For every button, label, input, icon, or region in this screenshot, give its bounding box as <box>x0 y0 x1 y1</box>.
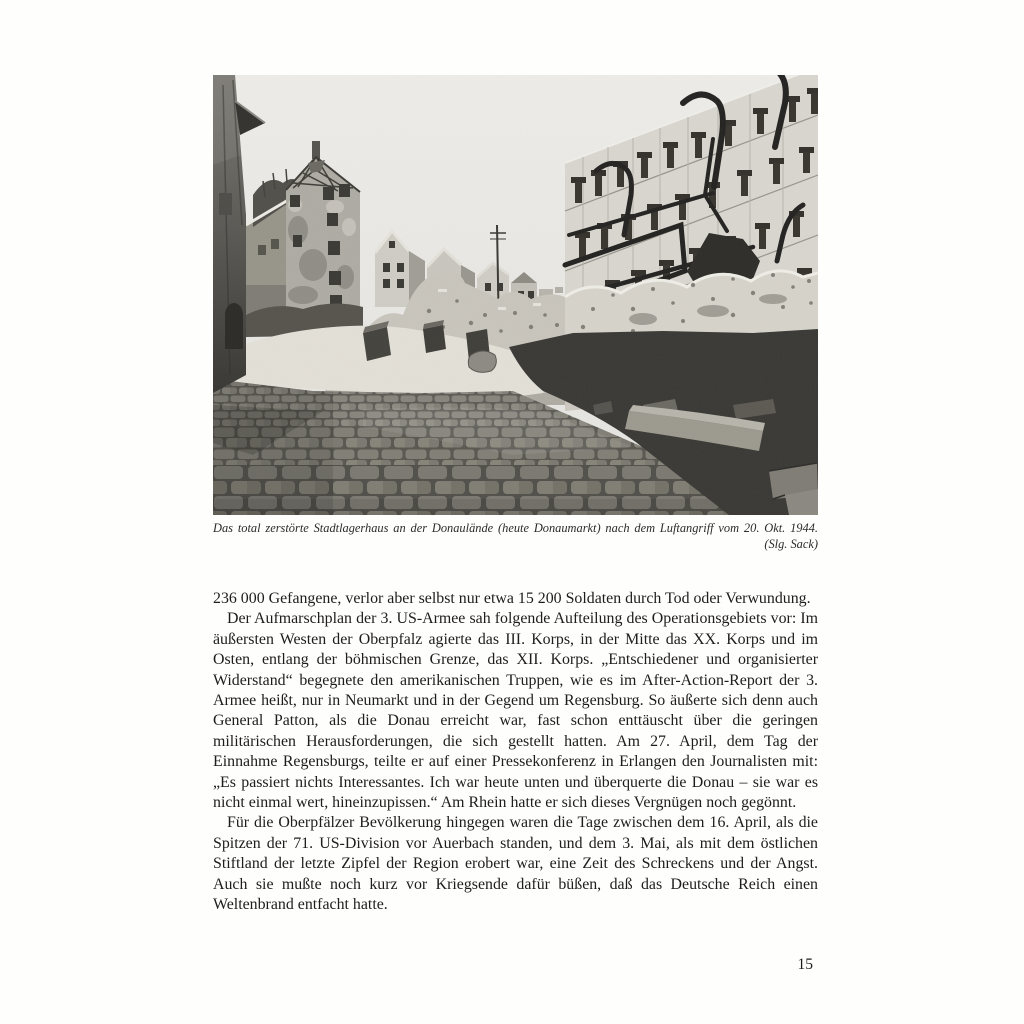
page-number: 15 <box>797 956 813 973</box>
photo-destroyed-stadtlagerhaus <box>213 75 818 515</box>
photo-caption-text: Das total zerstörte Stadtlagerhaus an der Donaulände (heute Donaumarkt) nach dem Luftangriff vom 20. Okt. 1944. <box>213 521 818 535</box>
body-paragraph: Der Aufmarschplan der 3. US-Armee sah folgende Aufteilung des Operationsgebiets vor: Im äußersten Westen der Oberpfalz agierte das III. Korps, in der Mitte das XX. Korps und im Osten, entlang der böhmischen Grenze, das XII. Korps. „Entschiedener und organisierter Widerstand“ begegnete den amerikanischen Truppen, wie es im After-Action-Report der 3. Armee heißt, nur in Neumarkt und in der Gegend um Regensburg. So äußerte sich denn auch General Patton, als die Donau erreicht war, fast schon enttäuscht über die geringen militärischen Herausforderungen, die sich gestellt hatten. Am 27. April, dem Tag der Einnahme Regensburgs, teilte er auf einer Pressekonferenz in Erlangen den Journalisten mit: „Es passiert nichts Interessantes. Ich war heute unten und überquerte die Donau – sie war es nicht einmal wert, hineinzupissen.“ Am Rhein hatte er sich dieses Vergnügen noch gegönnt. <box>213 610 818 812</box>
photo-credit: (Slg. Sack) <box>764 536 818 551</box>
body-paragraph: Für die Oberpfälzer Bevölkerung hingegen waren die Tage zwischen dem 16. April, als die Spitzen der 71. US-Division vor Auerbach standen, und dem 3. Mai, als mit dem östlichen Stiftland der letzte Zipfel der Region erobert war, eine Zeit des Schreckens und der Angst. Auch sie mußte noch kurz vor Kriegsende dafür büßen, daß das Deutsche Reich einen Weltenbrand entfacht hatte. <box>213 814 818 914</box>
figure-plate <box>213 75 818 552</box>
photo-caption <box>213 521 818 552</box>
body-paragraph: 236 000 Gefangene, verlor aber selbst nur etwa 15 200 Soldaten durch Tod oder Verwundung. <box>213 590 811 607</box>
body-text <box>213 589 818 916</box>
